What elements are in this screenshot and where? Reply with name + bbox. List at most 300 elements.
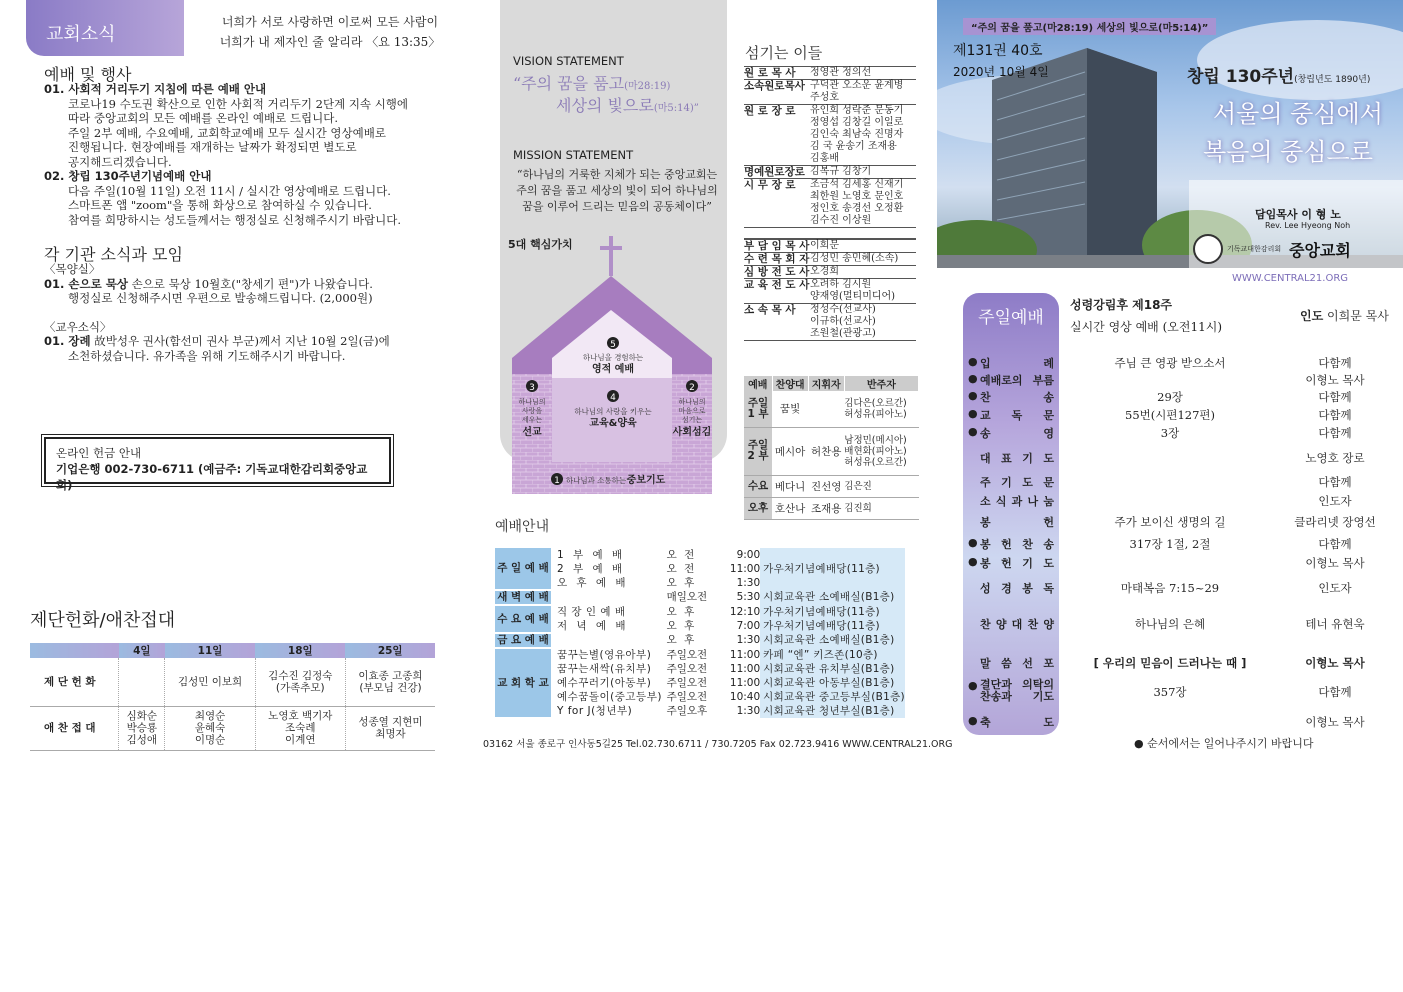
guide-time: 11:00 <box>729 662 761 675</box>
order-item-label <box>968 425 1060 441</box>
news-tab <box>26 0 184 56</box>
bible-verse <box>212 12 448 52</box>
guide-place: 시회교육관 아동부실(B1층) <box>760 676 905 690</box>
guide-time: 12:10 <box>729 605 761 618</box>
order-label-text: 대 표 기 도 <box>980 452 1054 465</box>
value-2-sub-3: 섬기는 <box>681 416 703 424</box>
slogan-line-1: 서울의 중심에서 <box>1213 100 1383 128</box>
order-label-text: 결단과 의탁의 찬송과 기도 <box>980 678 1054 703</box>
servant-role: 수 련 목 회 자 <box>744 253 810 265</box>
guide-category: 금 요 예 배 <box>495 633 551 648</box>
worship-news <box>44 82 444 227</box>
order-item-label <box>968 514 1060 530</box>
order-item-person: 다함께 <box>1318 356 1352 370</box>
leader-label: 인도 <box>1300 309 1324 323</box>
order-item-label <box>968 389 1060 405</box>
verse-line-2: 너희가 내 제자인 줄 알리라 〈요 13:35〉 <box>219 35 441 49</box>
guide-day: 오 전 <box>666 548 697 561</box>
guide-time: 11:00 <box>729 648 761 661</box>
worship-section-title: 예배 및 행사 <box>44 65 132 84</box>
guide-category: 주 일 예 배 <box>495 548 551 590</box>
value-3-sub-3: 세우는 <box>521 416 543 424</box>
standing-bullet-icon: ● <box>968 372 978 385</box>
core-values-house <box>508 236 718 498</box>
table-row <box>744 497 919 519</box>
order-label-text: 성 경 봉 독 <box>980 582 1054 595</box>
pastoral-label: 〈목양실〉 <box>44 262 101 276</box>
order-item-person: 클라리넷 장영선 <box>1294 515 1376 529</box>
order-item-person: 다함께 <box>1318 390 1352 404</box>
pastoral-item <box>44 277 444 292</box>
servant-names: 조금석 김세홍 신재기 최한원 노영호 문인호 정인호 송경선 오정환 김수진 이상원 <box>810 179 904 226</box>
choir-header-cell: 지휘자 <box>808 376 844 391</box>
order-label-text: 주 기 도 문 <box>980 476 1054 489</box>
standing-bullet-icon: ● <box>968 425 978 438</box>
funeral-item-text: 故박성우 권사(함선미 권사 부군)께서 지난 10월 2일(금)에 <box>90 334 390 348</box>
flower-cell: 노영호 백기자 조숙례 이계연 <box>255 706 345 750</box>
guide-time: 7:00 <box>736 619 761 632</box>
value-3-main: 선교 <box>522 427 542 438</box>
standing-bullet-icon <box>968 450 980 466</box>
servant-row <box>744 80 916 105</box>
order-label-text: 교 독 문 <box>980 409 1054 422</box>
servant-names: 이희문 <box>810 240 839 251</box>
offering-account: 기업은행 002-730-6711 (예금주: 기독교대한감리회중앙교회) <box>56 462 368 492</box>
news-line: 코로나19 수도권 확산으로 인한 사회적 거리두기 2단계 지속 시행에 <box>68 96 409 111</box>
choir-service: 오후 <box>744 497 772 519</box>
slogan-line-2: 복음의 중심으로 <box>1203 138 1373 166</box>
flower-header-cell: 11일 <box>165 643 255 658</box>
order-item-detail: 29장 <box>1157 390 1183 404</box>
pastoral-item-text: 손으로 묵상 10월호("창세기 편")가 나왔습니다. <box>127 276 373 291</box>
table-row <box>495 662 905 676</box>
vision-ref-2: (마5:14)” <box>653 103 699 114</box>
value-5-sub: 하나님을 경험하는 <box>582 353 644 362</box>
servant-row <box>744 240 916 253</box>
servant-names: 오경희 <box>810 266 839 277</box>
servant-row <box>744 166 916 179</box>
order-item-label <box>968 450 1060 466</box>
flower-cell: 성종열 지현미 최명자 <box>345 706 435 750</box>
cover-date: 2020년 10월 4일 <box>953 65 1049 79</box>
table-row <box>495 690 905 704</box>
table-row <box>30 658 435 706</box>
value-3-sub-1: 하나님의 <box>518 398 546 406</box>
standing-bullet-icon <box>968 474 980 490</box>
servant-row <box>744 279 916 304</box>
guide-time: 11:00 <box>729 676 761 689</box>
value-3-number: 3 <box>529 383 535 393</box>
guide-category: 교 회 학 교 <box>495 648 551 718</box>
guide-place: 가우처기념예배당(11층) <box>760 548 905 590</box>
order-item-detail: 357장 <box>1153 685 1187 699</box>
value-1-sub: 하나님과 소통하는 <box>565 476 627 485</box>
offering-title: 온라인 헌금 안내 <box>56 446 142 460</box>
flower-header-cell: 18일 <box>255 643 345 658</box>
value-4-number: 4 <box>610 393 616 403</box>
cross-vertical <box>609 236 613 276</box>
order-item-person: 테너 유현욱 <box>1305 617 1365 631</box>
guide-category: 새 벽 예 배 <box>495 590 551 605</box>
choir-accompanist: 김다은(오르간) 허성유(피아노) <box>844 391 918 427</box>
order-item-detail: 3장 <box>1160 426 1180 440</box>
funeral-item-line2: 소천하셨습니다. 유가족을 위해 기도해주시기 바랍니다. <box>68 348 346 363</box>
order-item-label <box>968 355 1060 371</box>
value-2-main: 사회섬김 <box>672 427 712 438</box>
order-label-text: 소 식 과 나 눔 <box>980 495 1054 508</box>
service-subtitle: 실시간 영상 예배 (오전11시) <box>1070 320 1222 334</box>
value-5-number: 5 <box>610 340 616 350</box>
news-line: 참여를 희망하시는 성도들께서는 행정실로 신청해주시기 바랍니다. <box>68 212 401 227</box>
choir-service: 수요 <box>744 475 772 497</box>
mission-line: 꿈을 이루어 드리는 믿음의 공동체이다” <box>522 200 712 213</box>
guide-service-name: 예수꾸러기(아동부) <box>556 676 652 689</box>
value-2-number: 2 <box>689 383 695 393</box>
order-item-person: 다함께 <box>1318 408 1352 422</box>
cover-volume: 제131권 40호 <box>953 43 1043 59</box>
standing-bullet-icon: ● <box>968 555 978 568</box>
flower-cell: 최영순 윤혜숙 이명순 <box>165 706 255 750</box>
order-item-person: 인도자 <box>1318 581 1352 595</box>
table-row <box>495 704 905 718</box>
service-leader <box>1300 307 1389 324</box>
servant-role: 심 방 전 도 사 <box>744 266 810 278</box>
guide-place: 시회교육관 유치부실(B1층) <box>760 662 905 676</box>
table-row <box>495 605 905 619</box>
order-item-person: 이형노 목사 <box>1305 715 1365 729</box>
value-1-main: 중보기도 <box>626 475 666 486</box>
choir-conductor: 조재용 <box>808 497 844 519</box>
guide-day: 주일오전 <box>666 648 708 661</box>
guide-service-name <box>551 590 663 605</box>
guide-day: 오 후 <box>666 576 697 589</box>
senior-pastor: 담임목사 이 형 노 <box>1255 208 1341 221</box>
mission-line: “하나님의 거룩한 지체가 되는 중앙교회는 <box>516 168 718 181</box>
order-item-person: 이형노 목사 <box>1305 373 1365 387</box>
choir-service: 주일 1 부 <box>744 391 772 427</box>
order-item-person: 인도자 <box>1318 494 1352 508</box>
guide-service-name: Y for J(청년부) <box>556 704 633 717</box>
mission-text <box>508 167 726 215</box>
liturgical-season: 성령강림후 제18주 <box>1070 298 1173 312</box>
servant-names: 오려하 김시원 양재영(멀티미디어) <box>810 279 896 302</box>
standing-bullet-icon: ● <box>968 355 978 368</box>
table-row <box>744 391 919 427</box>
standing-bullet-icon <box>968 616 980 632</box>
choir-accompanist: 김진희 <box>844 497 918 519</box>
church-logo-icon <box>1193 234 1223 264</box>
servant-names: 정성수(선교사) 이규하(선교사) 조원철(관광고) <box>810 304 876 339</box>
standing-bullet-icon <box>968 655 980 671</box>
guide-service-name: 예수꿈돌이(중고등부) <box>556 690 662 703</box>
guide-service-name: 오 후 예 배 <box>556 576 629 589</box>
order-label-text: 축 도 <box>980 716 1054 729</box>
order-label-text: 찬 송 <box>980 391 1054 404</box>
choir-name: 꿈빛 <box>772 391 808 427</box>
standing-bullet-icon: ● <box>968 536 978 549</box>
servants-title: 섬기는 이들 <box>745 44 823 62</box>
order-label-text: 봉 헌 <box>980 516 1054 529</box>
value-4-main: 교육&양육 <box>589 418 637 429</box>
standing-bullet-icon <box>968 580 980 596</box>
servant-role: 원 로 장 로 <box>744 105 796 117</box>
guide-time: 11:00 <box>729 562 761 575</box>
order-item-person: 다함께 <box>1318 685 1352 699</box>
choir-conductor: 허찬용 <box>808 427 844 475</box>
order-item-label <box>968 372 1060 388</box>
news-line: 진행됩니다. 현장예배를 재개하는 날짜가 확정되면 별도로 <box>68 140 357 154</box>
core-values-title: 5대 핵심가치 <box>508 238 573 251</box>
standing-bullet-icon: ● <box>968 679 978 692</box>
order-item-person: 다함께 <box>1318 426 1352 440</box>
flower-cell: 김성민 이보희 <box>165 658 255 706</box>
servant-row <box>744 253 916 266</box>
news-item-1-title: 01. 사회적 거리두기 지침에 따른 예배 안내 <box>44 82 267 96</box>
choir-header-cell: 반주자 <box>844 376 918 391</box>
order-item-label <box>968 555 1060 571</box>
flower-header-cell: 4일 <box>119 643 165 658</box>
choir-conductor <box>808 391 844 427</box>
order-item-detail: 하나님의 은혜 <box>1134 617 1206 631</box>
news-line: 따라 중앙교회의 모든 예배를 온라인 예배로 드립니다. <box>68 111 338 125</box>
footer-note: ● 순서에서는 일어나주시기 바랍니다 <box>1134 737 1314 750</box>
vision-text-1: “주의 꿈을 품고 <box>513 74 625 93</box>
choir-header-cell: 예배 <box>744 376 772 391</box>
guide-place: 시회교육관 청년부실(B1층) <box>760 704 905 718</box>
guide-time: 5:30 <box>736 591 761 603</box>
vision-line-2 <box>556 95 699 120</box>
mission-line: 주의 꿈을 품고 세상의 빛이 되어 하나님의 <box>516 184 718 197</box>
choir-table <box>744 376 919 520</box>
news-line: 스마트폰 앱 "zoom"을 통해 화상으로 참여하실 수 있습니다. <box>68 198 372 212</box>
table-row <box>495 676 905 690</box>
order-item-detail: 마태복음 7:15~29 <box>1120 581 1220 595</box>
guide-day: 오 전 <box>666 562 697 575</box>
flower-header-cell: 25일 <box>345 643 435 658</box>
order-item-label <box>968 616 1060 632</box>
servants-list <box>744 66 916 228</box>
guide-place: 가우처기념예배당(11층) <box>760 619 905 633</box>
news-item-2-title: 02. 창립 130주년기념예배 안내 <box>44 169 212 183</box>
guide-day: 오 후 <box>666 634 697 646</box>
order-label-text: 송 영 <box>980 427 1054 440</box>
order-label-text: 봉 헌 기 도 <box>980 557 1054 570</box>
pastoral-item-line2: 행정실로 신청해주시면 우편으로 발송해드립니다. (2,000원) <box>68 291 373 305</box>
logo-denomination: 기독교대한감리회 <box>1227 245 1282 253</box>
guide-place: 시회교육관 소예배실(B1층) <box>760 590 905 605</box>
value-2-sub-2: 마음으로 <box>678 407 706 415</box>
order-item-person: 이형노 목사 <box>1305 656 1365 670</box>
order-item-detail: 주님 큰 영광 받으소서 <box>1114 356 1226 370</box>
order-item-label <box>968 493 1060 509</box>
service-guide-table <box>495 548 905 719</box>
standing-bullet-icon: ● <box>968 407 978 420</box>
order-item-detail: 주가 보이신 생명의 길 <box>1114 515 1226 529</box>
choir-accompanist: 남정민(메시아) 배현화(피아노) 허성유(오르간) <box>844 427 918 475</box>
news-line: 공지해드리겠습니다. <box>68 154 172 169</box>
logo-church-name: 중앙교회 <box>1289 241 1351 260</box>
value-1-number: 1 <box>554 476 560 486</box>
order-label-text: 봉 헌 찬 송 <box>980 538 1054 551</box>
sunday-worship-label: 주일예배 <box>978 308 1044 328</box>
servant-row <box>744 179 916 228</box>
order-item-person: 다함께 <box>1318 475 1352 489</box>
guide-service-name: 직 장 인 예 배 <box>556 605 626 618</box>
servant-role: 명예원로장로 <box>744 166 805 178</box>
table-row <box>495 619 905 633</box>
mission-title: MISSION STATEMENT <box>513 148 634 162</box>
guide-time: 1:30 <box>736 704 761 717</box>
table-row <box>495 548 905 562</box>
fellowship-label: 〈교우소식〉 <box>44 319 112 334</box>
order-item-detail: 55번(시편127편) <box>1125 408 1215 422</box>
servant-names: 유인희 성락준 문동기 정영섭 김창길 이일로 김인숙 최남숙 진명자 김 국 윤송기 조재용 김홍배 <box>810 105 904 164</box>
servant-role: 소속원로목사 <box>744 80 805 92</box>
servant-role: 원 로 목 사 <box>744 67 796 79</box>
leader-name: 이희문 목사 <box>1327 309 1389 323</box>
vision-text-2: 세상의 빛으로 <box>556 96 654 115</box>
news-line: 주일 2부 예배, 수요예배, 교회학교예배 모두 실시간 영상예배로 <box>68 125 386 140</box>
cover-image <box>937 0 1403 268</box>
choir-name: 베다니 <box>772 475 808 497</box>
guide-service-name: 저 녁 예 배 <box>556 619 629 632</box>
value-4-sub: 하나님의 사랑을 키우는 <box>574 407 652 416</box>
servant-names: 구덕관 오소운 윤계병 주성호 <box>810 80 904 103</box>
guide-day: 주일오전 <box>666 690 708 703</box>
order-item-detail: 317장 1절, 2절 <box>1129 537 1211 551</box>
funeral-item <box>44 334 444 349</box>
servant-role: 시 무 장 로 <box>744 179 796 191</box>
flower-cell <box>119 658 165 706</box>
order-label-text: 말 씀 선 포 <box>980 657 1054 670</box>
guide-place: 시회교육관 중고등부실(B1층) <box>760 690 905 704</box>
flower-table <box>30 643 435 751</box>
guide-day: 주일오전 <box>666 676 708 689</box>
order-item-detail: [ 우리의 믿음이 드러나는 때 ] <box>1093 656 1247 670</box>
news-item-1-body <box>44 97 444 170</box>
servant-row <box>744 67 916 80</box>
dept-section-title: 각 기관 소식과 모임 <box>44 245 183 264</box>
choir-service: 주일 2 부 <box>744 427 772 475</box>
order-item-label <box>968 536 1060 552</box>
guide-category: 수 요 예 배 <box>495 605 551 633</box>
standing-bullet-icon: ● <box>968 389 978 402</box>
flower-header-cell <box>30 643 119 658</box>
table-row <box>495 648 905 662</box>
table-row <box>495 633 905 648</box>
order-item-label <box>968 655 1060 671</box>
order-item-person: 다함께 <box>1318 537 1352 551</box>
guide-day: 주일오전 <box>666 662 708 675</box>
anniversary-title <box>1187 62 1370 87</box>
guide-day: 매일오전 <box>666 591 708 603</box>
standing-bullet-icon <box>968 514 980 530</box>
value-3-sub-2: 사랑을 <box>521 407 543 415</box>
vision-ref-1: (마28:19) <box>624 81 671 92</box>
news-line: 다음 주일(10월 11일) 오전 11시 / 실시간 영상예배로 드립니다. <box>68 183 391 198</box>
vision-title: VISION STATEMENT <box>513 54 624 68</box>
cross-horizontal <box>600 246 622 250</box>
church-url[interactable]: WWW.CENTRAL21.ORG <box>1232 273 1349 284</box>
value-2-sub-1: 하나님의 <box>678 398 706 406</box>
funeral-item-title: 01. 장례 <box>44 334 91 348</box>
guide-service-name <box>551 633 663 648</box>
order-item-label <box>968 714 1060 730</box>
choir-accompanist: 김은진 <box>844 475 918 497</box>
table-row <box>30 706 435 750</box>
guide-place: 시회교육관 소예배실(B1층) <box>760 633 905 648</box>
pastoral-item-title: 01. 손으로 묵상 <box>44 276 128 291</box>
church-address: 03162 서울 종로구 인사동5길25 Tel.02.730.6711 / 730.7205 Fax 02.723.9416 WWW.CENTRAL21.ORG <box>483 739 953 750</box>
servant-row <box>744 266 916 279</box>
guide-day: 주일오후 <box>666 704 708 717</box>
service-guide-title: 예배안내 <box>495 519 550 535</box>
guide-place: 가우처기념예배당(11층) <box>760 605 905 619</box>
order-item-label <box>968 407 1060 423</box>
guide-day: 오 후 <box>666 619 697 632</box>
standing-bullet-icon: ● <box>968 714 978 727</box>
table-row <box>744 475 919 497</box>
standing-bullet-icon <box>968 493 980 509</box>
choir-header-cell: 찬양대 <box>772 376 808 391</box>
flower-row-label: 제 단 헌 화 <box>30 658 119 706</box>
staff-list <box>744 238 916 341</box>
flower-cell: 심화순 박승룡 김성애 <box>119 706 165 750</box>
servant-role: 교 육 전 도 사 <box>744 279 810 291</box>
flower-section-title: 제단헌화/애찬접대 <box>30 610 176 631</box>
servant-role: 소 속 목 사 <box>744 304 796 316</box>
servant-role: 부 담 임 목 사 <box>744 240 810 252</box>
order-item-person: 이형노 목사 <box>1305 556 1365 570</box>
flower-cell: 김수진 김정숙 (가족추모) <box>255 658 345 706</box>
cover-banner: “주의 꿈을 품고(마28:19) 세상의 빛으로(마5:14)” <box>963 18 1216 35</box>
order-item-label <box>968 679 1060 703</box>
senior-pastor-en: Rev. Lee Hyeong Noh <box>1265 221 1351 230</box>
table-row <box>744 427 919 475</box>
guide-time: 9:00 <box>736 548 761 561</box>
guide-service-name: 꿈꾸는별(영유아부) <box>556 648 652 661</box>
news-tab-label: 교회소식 <box>46 24 116 45</box>
news-item-2-body <box>44 184 444 228</box>
flower-row-label: 애 찬 접 대 <box>30 706 119 750</box>
guide-service-name: 1 부 예 배 <box>556 548 626 561</box>
guide-service-name: 2 부 예 배 <box>556 562 626 575</box>
guide-day: 오 후 <box>666 605 697 618</box>
order-label-text: 예배로의 부름 <box>980 374 1054 387</box>
choir-name: 메시아 <box>772 427 808 475</box>
guide-time: 10:40 <box>729 690 761 703</box>
guide-time: 1:30 <box>736 576 761 589</box>
guide-time: 1:30 <box>736 634 761 646</box>
servant-names: 김성민 송민혜(소속) <box>810 253 899 264</box>
order-label-text: 찬 양 대 찬 양 <box>980 618 1054 631</box>
servant-names: 김복규 김창기 <box>810 166 872 177</box>
choir-conductor: 진선영 <box>808 475 844 497</box>
value-5-main: 영적 예배 <box>591 364 635 375</box>
flower-cell: 이효종 고종희 (부모님 건강) <box>345 658 435 706</box>
servant-row <box>744 105 916 166</box>
guide-place: 카페 “엔” 키즈존(10층) <box>760 648 905 662</box>
online-offering-box <box>44 437 391 492</box>
verse-line-1: 너희가 서로 사랑하면 이로써 모든 사람이 <box>221 15 439 29</box>
servant-row <box>744 304 916 341</box>
table-row <box>495 590 905 605</box>
order-item-label <box>968 474 1060 490</box>
anniversary-main: 창립 130주년 <box>1187 67 1295 87</box>
servant-names: 정영관 정의선 <box>810 67 872 78</box>
order-item-person: 노영호 장로 <box>1305 451 1365 465</box>
guide-service-name: 꿈꾸는새싹(유치부) <box>556 662 652 675</box>
